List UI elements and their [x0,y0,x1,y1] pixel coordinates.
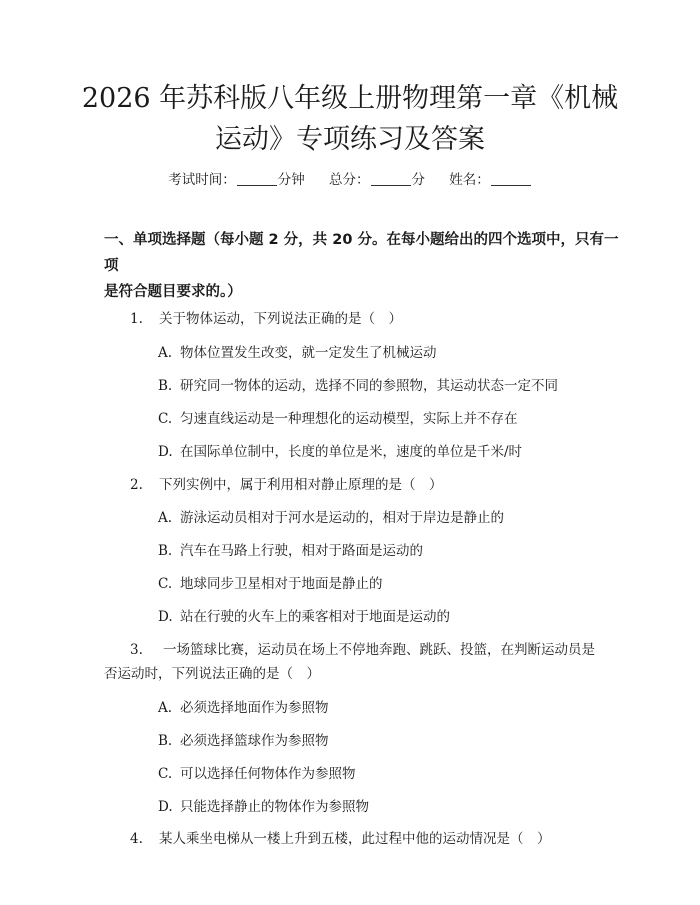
question-text: 关于物体运动，下列说法正确的是（ ） [159,311,402,327]
total-score-unit: 分 [411,172,425,188]
section-heading-line-2: 是符合题目要求的。） [104,284,242,300]
question-number: 4. [130,831,143,847]
question-3-option-c [158,764,356,784]
document-title [60,78,640,160]
question-3-option-d [158,797,369,817]
question-3-option-a [158,698,329,718]
total-score-blank [371,171,411,186]
exam-time-field [168,172,309,188]
option-text: 研究同一物体的运动，选择不同的参照物，其运动状态一定不同 [180,378,558,394]
question-text-continued: 否运动时，下列说法正确的是（ ） [104,666,320,682]
option-text: 必须选择篮球作为参照物 [180,733,329,749]
question-2-option-c [158,574,383,594]
option-letter: D. [158,444,173,460]
section-heading-line-1: 一、单项选择题（每小题 2 分，共 20 分。在每小题给出的四个选项中，只有一项 [104,232,619,274]
question-1-option-d [158,442,522,462]
option-letter: A. [158,700,173,716]
question-3-stem-line-1 [130,640,595,660]
question-text: 某人乘坐电梯从一楼上升到五楼，此过程中他的运动情况是（ ） [159,831,551,847]
question-3-stem-line-2 [104,664,320,684]
question-1-option-c [158,409,518,429]
option-text: 必须选择地面作为参照物 [180,700,329,716]
question-2-option-d [158,607,450,627]
student-name-field [449,172,532,188]
option-letter: D. [158,799,173,815]
question-1-option-a [158,343,437,363]
option-text: 匀速直线运动是一种理想化的运动模型，实际上并不存在 [180,411,518,427]
exam-time-unit: 分钟 [277,172,305,188]
question-number: 1. [130,311,143,327]
exam-info-row [0,168,700,188]
option-text: 只能选择静止的物体作为参照物 [180,799,369,815]
title-line-2: 运动》专项练习及答案 [215,124,485,155]
question-text: 一场篮球比赛，运动员在场上不停地奔跑、跳跃、投篮，在判断运动员是 [163,642,595,658]
option-letter: C. [158,411,173,427]
option-letter: B. [158,378,173,394]
option-letter: C. [158,576,173,592]
option-text: 汽车在马路上行驶，相对于路面是运动的 [180,543,423,559]
option-text: 在国际单位制中，长度的单位是米，速度的单位是千米/时 [180,444,523,460]
option-letter: B. [158,733,173,749]
option-text: 站在行驶的火车上的乘客相对于地面是运动的 [180,609,450,625]
total-score-field [329,172,429,188]
question-1-option-b [158,376,558,396]
question-1-stem [130,309,402,329]
question-text: 下列实例中，属于利用相对静止原理的是（ ） [159,477,443,493]
option-letter: B. [158,543,173,559]
section-heading-single-choice [104,227,624,305]
option-letter: A. [158,510,173,526]
option-text: 可以选择任何物体作为参照物 [180,766,356,782]
question-number: 2. [130,477,143,493]
question-2-stem [130,475,443,495]
student-name-blank [491,171,531,186]
total-score-label: 总分： [329,172,370,188]
question-number: 3. [130,642,143,658]
option-text: 地球同步卫星相对于地面是静止的 [180,576,383,592]
option-letter: A. [158,345,173,361]
title-line-1: 2026 年苏科版八年级上册物理第一章《机械 [81,83,619,114]
question-3-option-b [158,731,329,751]
option-text: 物体位置发生改变，就一定发生了机械运动 [180,345,437,361]
question-2-option-b [158,541,423,561]
question-2-option-a [158,508,504,528]
exam-time-label: 考试时间： [168,172,236,188]
option-letter: D. [158,609,173,625]
question-4-stem [130,829,551,849]
option-letter: C. [158,766,173,782]
option-text: 游泳运动员相对于河水是运动的，相对于岸边是静止的 [180,510,504,526]
exam-time-blank [237,171,277,186]
student-name-label: 姓名： [449,172,490,188]
